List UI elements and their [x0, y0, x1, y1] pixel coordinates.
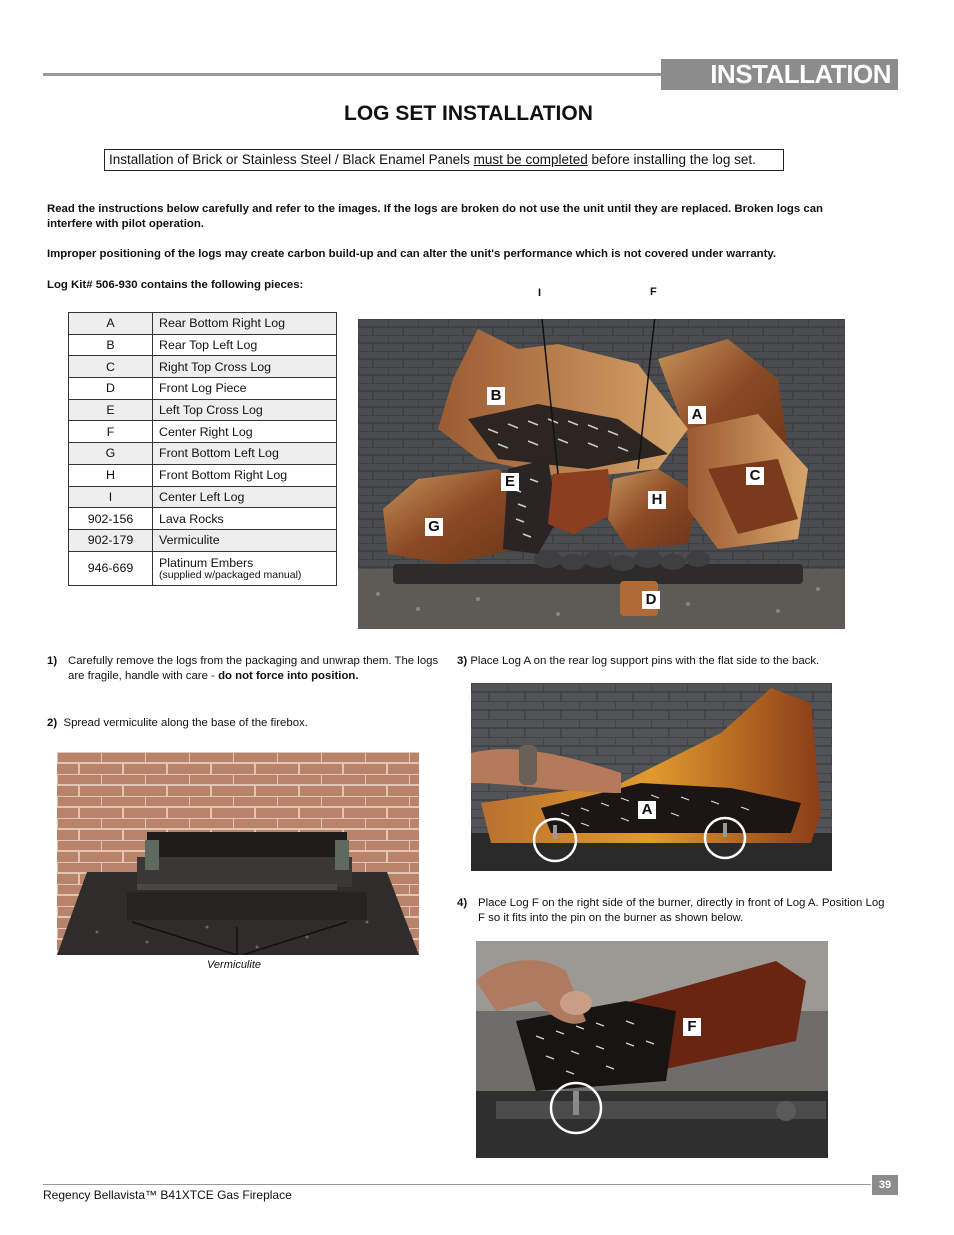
- log-code: D: [69, 378, 153, 400]
- log-name: Rear Bottom Right Log: [153, 313, 337, 335]
- table-row: [69, 334, 337, 356]
- log-name: Center Left Log: [153, 486, 337, 508]
- step-2-text: Spread vermiculite along the base of the firebox.: [63, 717, 308, 729]
- table-row: [69, 421, 337, 443]
- instruction-positioning: Improper positioning of the logs may create carbon build-up and can alter the unit's performance which is not covered under warranty.: [47, 248, 777, 260]
- log-name: Front Bottom Left Log: [153, 443, 337, 465]
- log-code: C: [69, 356, 153, 378]
- log-a-illustration: [471, 683, 832, 871]
- log-code: G: [69, 443, 153, 465]
- step-1-number: 1): [47, 655, 58, 667]
- table-row: [69, 508, 337, 530]
- log-name: Platinum Embers: [159, 555, 254, 570]
- log-name: Left Top Cross Log: [153, 399, 337, 421]
- step-1-bold: do not force into position.: [218, 670, 359, 682]
- log-code: E: [69, 399, 153, 421]
- log-tag-d: D: [642, 591, 660, 609]
- log-code: 946-669: [69, 551, 153, 585]
- pointer-label-f: F: [650, 286, 657, 298]
- instruction-warning: Read the instructions below carefully and refer to the images. If the logs are broken do not use the unit until they are replaced. Broken logs can interfere with pilot operation.: [47, 203, 823, 230]
- page-number: 39: [872, 1175, 898, 1195]
- log-f-illustration: [476, 941, 828, 1158]
- log-tag-b: B: [487, 387, 505, 405]
- log-name: Right Top Cross Log: [153, 356, 337, 378]
- log-tag-c: C: [746, 467, 764, 485]
- vermiculite-illustration: [57, 752, 419, 955]
- notice-text-after: before installing the log set.: [587, 152, 756, 167]
- step-3-text: Place Log A on the rear log support pins with the flat side to the back.: [470, 655, 820, 667]
- log-code: B: [69, 334, 153, 356]
- step-4-number: 4): [457, 897, 468, 909]
- log-a-photo: [471, 683, 832, 871]
- log-name: Lava Rocks: [153, 508, 337, 530]
- log-code: 902-156: [69, 508, 153, 530]
- log-tag-g: G: [425, 518, 443, 536]
- table-row: [69, 464, 337, 486]
- log-code: F: [69, 421, 153, 443]
- log-set-illustration: [358, 319, 845, 629]
- footer-rule: [43, 1184, 871, 1185]
- log-note: (supplied w/packaged manual): [159, 568, 302, 581]
- table-row: [69, 399, 337, 421]
- header-rule: [43, 73, 663, 76]
- notice-underlined: must be completed: [473, 152, 588, 167]
- step-2: [47, 716, 442, 731]
- log-tag-e: E: [501, 473, 519, 491]
- log-f-tag: F: [683, 1018, 701, 1036]
- log-f-photo: [476, 941, 828, 1158]
- log-code: I: [69, 486, 153, 508]
- table-row: [69, 313, 337, 335]
- table-row: [69, 529, 337, 551]
- log-name: Vermiculite: [153, 529, 337, 551]
- step-4: [457, 896, 887, 926]
- footer-title: Regency Bellavista™ B41XTCE Gas Fireplace: [43, 1188, 292, 1202]
- log-name: Rear Top Left Log: [153, 334, 337, 356]
- page-title: LOG SET INSTALLATION: [344, 102, 593, 125]
- table-row: [69, 551, 337, 585]
- instruction-kit: Log Kit# 506-930 contains the following pieces:: [47, 279, 304, 291]
- notice-text-before: Installation of Brick or Stainless Steel / Black Enamel Panels: [109, 152, 474, 167]
- table-row: [69, 486, 337, 508]
- log-tag-a: A: [688, 406, 706, 424]
- log-code: H: [69, 464, 153, 486]
- step-3: [457, 654, 887, 669]
- log-set-photo: [358, 319, 845, 629]
- notice-box: [104, 149, 784, 171]
- step-4-text: Place Log F on the right side of the burner, directly in front of Log A. Position Log F so it fits into the pin on the burner as shown below.: [478, 897, 885, 924]
- log-tag-h: H: [648, 491, 666, 509]
- log-name-with-note: [153, 551, 337, 585]
- log-code: A: [69, 313, 153, 335]
- step-1: [47, 654, 442, 684]
- step-1-text: Carefully remove the logs from the packaging and unwrap them. The logs are fragile, handle with care -: [68, 655, 439, 682]
- log-name: Front Bottom Right Log: [153, 464, 337, 486]
- step-3-number: 3): [457, 655, 468, 667]
- vermiculite-photo: [57, 752, 419, 955]
- step-2-number: 2): [47, 717, 58, 729]
- table-row: [69, 378, 337, 400]
- table-row: [69, 356, 337, 378]
- vermiculite-caption: Vermiculite: [207, 959, 261, 971]
- log-name: Center Right Log: [153, 421, 337, 443]
- log-name: Front Log Piece: [153, 378, 337, 400]
- section-header: INSTALLATION: [661, 59, 898, 90]
- log-code: 902-179: [69, 529, 153, 551]
- table-row: [69, 443, 337, 465]
- pointer-label-i: I: [538, 287, 542, 299]
- log-a-tag: A: [638, 801, 656, 819]
- log-kit-table: [68, 312, 337, 586]
